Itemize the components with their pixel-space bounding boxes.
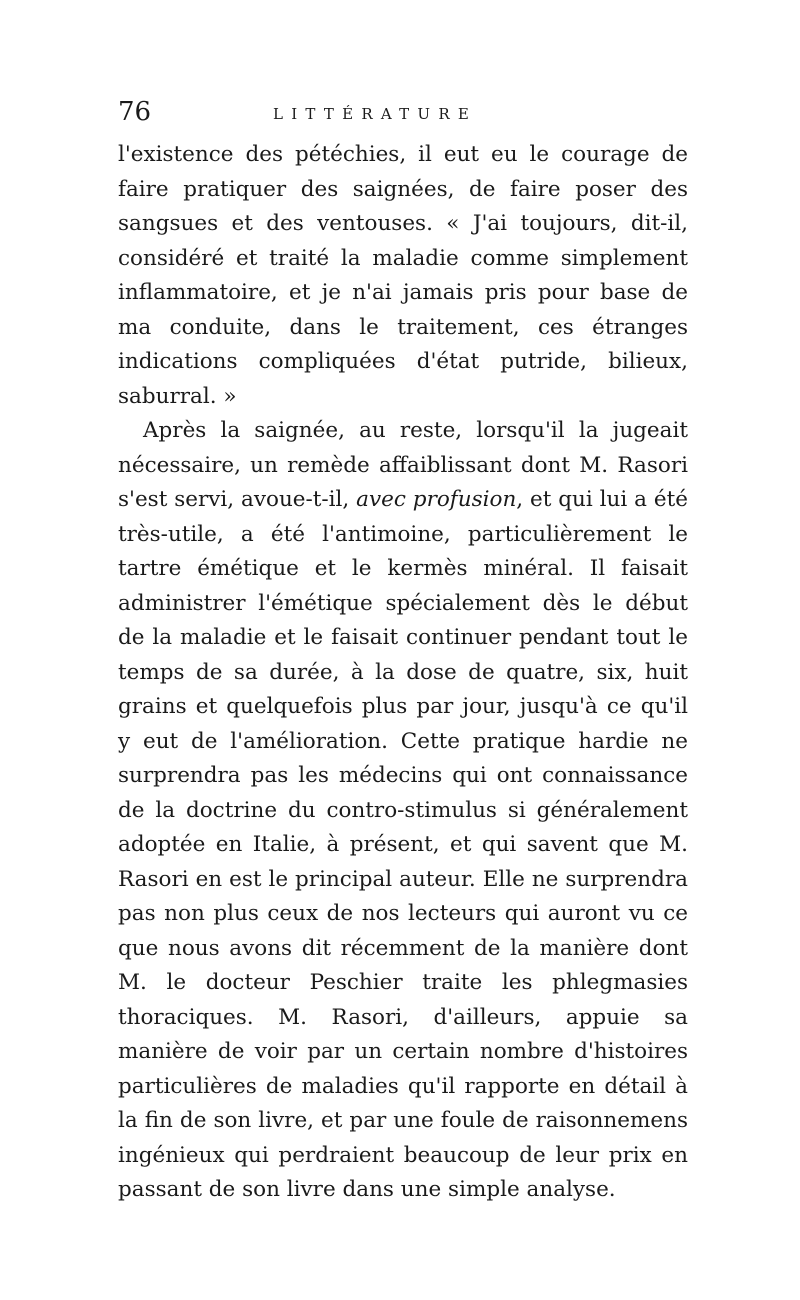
paragraph-continued-text: l'existence des pétéchies, il eut eu le courage de faire pratiquer des saignées, de faire poser des sangsues et des ventouses. « J'ai toujours, dit-il, considéré et traité la maladie comme simplement inflammatoire, et je n'ai jamais pris pour base de ma conduite, dans le traitement, ces étranges indications compliquées d'état putride, bilieux, saburral. » (118, 142, 688, 409)
paragraph-text-after-emphasis: , et qui lui a été très-utile, a été l'antimoine, particulièrement le tartre émétique et le kermès minéral. Il faisait administrer l'émétique spécialement dès le début de la maladie et le faisait continuer pendant tout le temps de sa durée, à la dose de quatre, six, huit grains et quelquefois plus par jour, jusqu'à ce qu'il y eut de l'amélioration. Cette pratique hardie ne surprendra pas les médecins qui ont connaissance de la doctrine du contro-stimulus si généralement adoptée en Italie, à présent, et qui savent que M. Rasori en est le principal auteur. Elle ne surprendra pas non plus ceux de nos lecteurs qui auront vu ce que nous avons dit récemment de la manière dont M. le docteur Peschier traite les phlegmasies thoraciques. M. Rasori, d'ailleurs, appuie sa manière de voir par un certain nombre d'histoires particulières de maladies qu'il rapporte en détail à la fin de son livre, et par une foule de raisonnemens ingénieux qui perdraient beaucoup de leur prix en passant de son livre dans une simple analyse. (118, 487, 688, 1202)
paragraph-text-before-emphasis: Après la saignée, au reste, lorsqu'il la jugeait nécessaire, un remède affaiblissant dont M. Rasori s'est servi, avoue-t-il, (118, 418, 688, 512)
paragraph-continued (118, 138, 688, 414)
book-page (118, 98, 688, 1208)
page-header (118, 98, 688, 138)
emphasized-text: avec profusion (356, 487, 517, 512)
paragraph-rasori-treatment (118, 414, 688, 1208)
page-number: 76 (118, 97, 152, 127)
running-title: LITTÉRATURE (273, 105, 478, 123)
